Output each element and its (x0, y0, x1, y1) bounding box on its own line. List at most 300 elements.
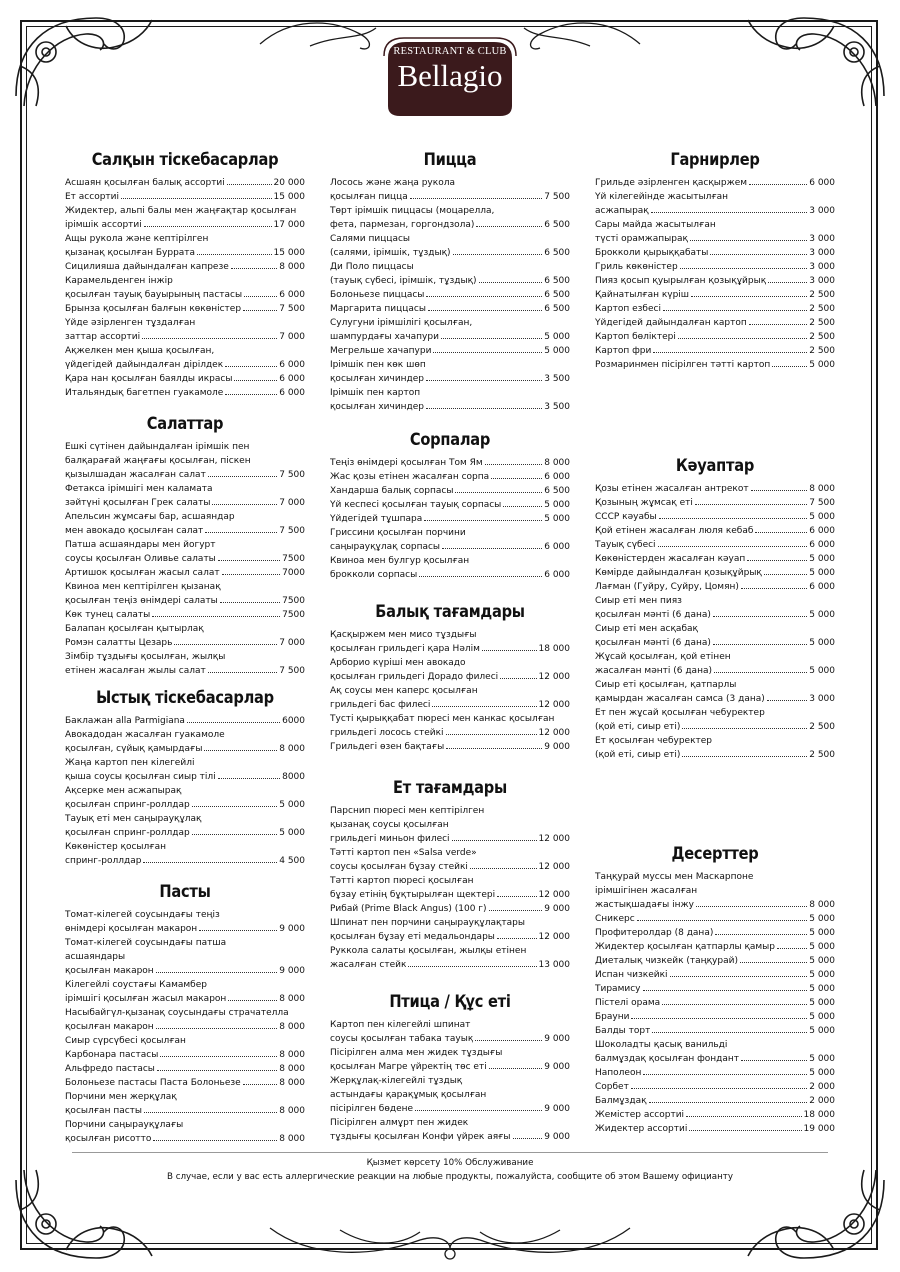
section-title: Салқын тіскебасарлар (91, 150, 279, 170)
menu-item-price: 3 500 (544, 402, 570, 412)
menu-item (330, 944, 570, 972)
dot-leader (174, 644, 277, 645)
dot-leader (446, 734, 537, 735)
menu-item-name-line: Хандарша балық сорпасы (330, 486, 454, 496)
menu-item-name-line: Тауық сүбесі (595, 540, 656, 550)
dot-leader (419, 576, 542, 577)
menu-item-price: 7 500 (809, 498, 835, 508)
menu-item (330, 470, 570, 484)
menu-item-price: 7 500 (279, 304, 305, 314)
menu-item-price: 6 000 (809, 178, 835, 188)
menu-item-price: 2 500 (809, 318, 835, 328)
section-fish (330, 602, 570, 754)
menu-item (330, 498, 570, 512)
menu-item-price: 6000 (282, 716, 305, 726)
menu-item-name-line: Тусті қырыққабат пюресі мен канкас қосылған (330, 714, 555, 724)
dot-leader (740, 962, 807, 963)
menu-item (595, 538, 835, 552)
menu-item-name-line: Көкөністер қосылған (65, 842, 166, 852)
dot-leader (143, 862, 277, 863)
menu-item (330, 232, 570, 260)
menu-item-price: 5 000 (809, 610, 835, 620)
menu-item (330, 344, 570, 358)
menu-item-price: 9 000 (544, 1062, 570, 1072)
menu-item-price: 7 500 (279, 526, 305, 536)
menu-item (65, 714, 305, 728)
bottom-swirl-ornament (250, 1218, 650, 1264)
menu-item-name-line: (қой еті, сиыр еті) (595, 722, 681, 732)
menu-item-name-line: Тирамису (595, 984, 641, 994)
menu-item-name-line: соусы қосылған бұзау стейкі (330, 862, 468, 872)
menu-item (65, 344, 305, 372)
menu-item-name-line: Пісірілген алмұрт пен жидек (330, 1118, 469, 1128)
menu-item-name-line: Үй кілегейінде жасытылған (595, 192, 729, 202)
dot-leader (513, 1138, 543, 1139)
menu-item (65, 302, 305, 316)
menu-item-price: 6 000 (544, 542, 570, 552)
menu-item (595, 1066, 835, 1080)
menu-item-name-line: Брокколи қырыққабаты (595, 248, 709, 258)
menu-item-name-line: фета, пармезан, горгондзола) (330, 220, 475, 230)
dot-leader (682, 728, 807, 729)
menu-item-name-line: Кілегейлі соустағы Камамбер (65, 980, 207, 990)
menu-item-price: 2 000 (809, 1096, 835, 1106)
menu-item (595, 954, 835, 968)
menu-item-price: 6 500 (544, 290, 570, 300)
dot-leader (433, 352, 542, 353)
menu-item-price: 20 000 (273, 178, 305, 188)
section-title: Кәуаптар (675, 456, 755, 476)
menu-item-name-line: Маргарита пиццасы (330, 304, 426, 314)
menu-item-price: 7500 (282, 596, 305, 606)
menu-item (65, 440, 305, 482)
menu-item-name-line: Ірімшік пен картоп (330, 388, 421, 398)
dot-leader (691, 296, 807, 297)
dot-leader (662, 1004, 807, 1005)
menu-item (595, 316, 835, 330)
menu-item-name-line: етінен жасалған жылы салат (65, 666, 206, 676)
menu-item-name-line: қосылған хичиндер (330, 402, 425, 412)
section-pizza (330, 150, 570, 414)
dot-leader (475, 1040, 542, 1041)
menu-item-name-line: қосылған макарон (65, 966, 154, 976)
dot-leader (415, 1110, 542, 1111)
menu-item-price: 8 000 (544, 458, 570, 468)
menu-item-name-line: Квиноа мен кептірілген қызанақ (65, 582, 221, 592)
menu-item-price: 2 500 (809, 304, 835, 314)
dot-leader (142, 338, 277, 339)
dot-leader (695, 504, 807, 505)
menu-item-name-line: Үй кеспесі қосылған тауық сорпасы (330, 500, 502, 510)
menu-item-price: 5 000 (809, 998, 835, 1008)
menu-item-name-line: Сорбет (595, 1082, 629, 1092)
menu-item-price: 6 000 (279, 360, 305, 370)
menu-item-name-line: Қой етінен жасалған люля кебаб (595, 526, 754, 536)
menu-item-price: 8 000 (279, 1134, 305, 1144)
menu-item-name-line: Лосось және жаңа рукола (330, 178, 455, 188)
menu-item-name-line: Томат-кілегей соусындағы теңіз (65, 910, 220, 920)
menu-item-name-line: пісірілген бөдене (330, 1104, 414, 1114)
menu-item (330, 288, 570, 302)
menu-item-name-line: Альфредо пастасы (65, 1064, 155, 1074)
menu-item (330, 846, 570, 874)
menu-item (330, 526, 570, 554)
menu-item-price: 5 000 (809, 666, 835, 676)
menu-item-name-line: қосылған макарон (65, 1022, 154, 1032)
menu-item-name-line: (салями, ірімшік, тұздық) (330, 248, 451, 258)
menu-item (595, 1010, 835, 1024)
menu-item-name-line: Жидектер ассортиі (595, 1124, 688, 1134)
menu-item-name-line: Қайнатылған күріш (595, 290, 690, 300)
menu-item-name-line: мен авокадо қосылған салат (65, 526, 204, 536)
dot-leader (152, 616, 280, 617)
dot-leader (686, 1116, 801, 1117)
menu-item (595, 706, 835, 734)
menu-item-price: 2 500 (809, 346, 835, 356)
menu-item-name-line: Порчини мен жерқұлақ (65, 1092, 177, 1102)
menu-item-name-line: Мегрельше хачапури (330, 346, 432, 356)
menu-item-name-line: Томат-кілегей соусындағы патша (65, 938, 227, 948)
menu-item-price: 8000 (282, 772, 305, 782)
section-kebabs (595, 456, 835, 762)
menu-item-name-line: Асшаян қосылған балық ассортиі (65, 178, 225, 188)
menu-item-price: 3 000 (809, 276, 835, 286)
menu-item (595, 678, 835, 706)
menu-item-price: 5 000 (809, 1054, 835, 1064)
dot-leader (231, 268, 277, 269)
menu-item-name-line: Ромэн салатты Цезарь (65, 638, 173, 648)
menu-item-name-line: асжапырақ (595, 206, 649, 216)
menu-item (65, 978, 305, 1006)
dot-leader (212, 504, 277, 505)
section-salads (65, 414, 305, 678)
dot-leader (479, 282, 543, 283)
menu-item (595, 218, 835, 246)
menu-item-name-line: Испан чизкейкі (595, 970, 668, 980)
menu-item-name-line: Қозының жұмсақ еті (595, 498, 693, 508)
menu-item-name-line: Тауық еті мен саңырауқұлақ (65, 814, 202, 824)
dot-leader (220, 602, 280, 603)
dot-leader (144, 1112, 277, 1113)
menu-item-price: 7 500 (544, 192, 570, 202)
menu-item (595, 344, 835, 358)
dot-leader (741, 588, 807, 589)
dot-leader (643, 990, 808, 991)
menu-item-price: 3 500 (544, 374, 570, 384)
menu-item-price: 8 000 (279, 1022, 305, 1032)
menu-item-price: 15 000 (273, 192, 305, 202)
menu-item-price: 5 000 (809, 554, 835, 564)
dot-leader (715, 934, 807, 935)
dot-leader (452, 840, 537, 841)
menu-item-name-line: Қасқыржем мен мисо тұздығы (330, 630, 477, 640)
dot-leader (234, 380, 277, 381)
section-title: Балық тағамдары (375, 602, 525, 622)
menu-item (330, 1074, 570, 1116)
menu-item (65, 566, 305, 580)
dot-leader (476, 226, 542, 227)
menu-item-name-line: Гриссини қосылған порчини (330, 528, 466, 538)
menu-item-price: 5 000 (544, 332, 570, 342)
menu-item-name-line: Зімбір тұздығы қосылған, жылқы (65, 652, 226, 662)
menu-item (595, 330, 835, 344)
menu-item-price: 12 000 (538, 672, 570, 682)
menu-item-name-line: Ащы рукола және кептірілген (65, 234, 209, 244)
dot-leader (408, 966, 536, 967)
menu-item-name-line: қосылған мәнті (6 дана) (595, 610, 711, 620)
dot-leader (649, 1102, 808, 1103)
menu-item-name-line: Шпинат пен порчини саңырауқұлақтары (330, 918, 526, 928)
menu-item (595, 302, 835, 316)
menu-item (65, 1034, 305, 1062)
menu-item (65, 260, 305, 274)
menu-item-name-line: Картоп фри (595, 346, 652, 356)
menu-item-name-line: Квиноа мен булгур қосылған (330, 556, 470, 566)
section-sides (595, 150, 835, 372)
dot-leader (244, 296, 277, 297)
menu-item-name-line: спринг-роллдар (65, 856, 142, 866)
menu-item (65, 1090, 305, 1118)
menu-item-name-line: Балды торт (595, 1026, 651, 1036)
menu-item (330, 512, 570, 526)
menu-item (595, 176, 835, 190)
menu-item-price: 2 500 (809, 332, 835, 342)
menu-item (65, 204, 305, 232)
menu-item-price: 8 000 (279, 744, 305, 754)
section-title: Салаттар (146, 414, 224, 434)
menu-item-price: 2 500 (809, 722, 835, 732)
menu-item (330, 1018, 570, 1046)
dot-leader (631, 1088, 807, 1089)
menu-item-price: 8 000 (279, 1050, 305, 1060)
menu-item-price: 2 000 (809, 1082, 835, 1092)
menu-item (330, 712, 570, 740)
menu-item-price: 3 000 (809, 234, 835, 244)
menu-item-price: 7500 (282, 554, 305, 564)
footer-service-note: Қызмет көрсету 10% Обслуживание (366, 1158, 534, 1168)
menu-item-price: 6 000 (809, 540, 835, 550)
menu-item-price: 3 000 (809, 694, 835, 704)
menu-item-price: 6 000 (279, 388, 305, 398)
dot-leader (446, 748, 542, 749)
menu-item (65, 1006, 305, 1034)
menu-item-name-line: Пісірілген алма мен жидек тұздығы (330, 1048, 503, 1058)
menu-item (595, 358, 835, 372)
menu-item-price: 12 000 (538, 862, 570, 872)
menu-item-price: 12 000 (538, 834, 570, 844)
menu-item-name-line: балмұздақ қосылған фондант (595, 1054, 740, 1064)
menu-item (65, 482, 305, 510)
menu-item-name-line: Руккола салаты қосылған, жылқы етінен (330, 946, 527, 956)
dot-leader (441, 338, 542, 339)
menu-item-name-line: Сицилияша дайындалған капрезе (65, 262, 229, 272)
menu-item-name-line: Жемістер ассортиі (595, 1110, 685, 1120)
menu-item-name-line: ірімшік ассортиі (65, 220, 142, 230)
menu-item-price: 6 500 (544, 276, 570, 286)
menu-item-name-line: Жидектер, альпі балы мен жаңғақтар қосылған (65, 206, 297, 216)
menu-item-name-line: Жұсай қосылған, қой етінен (595, 652, 731, 662)
menu-item (330, 358, 570, 386)
menu-item-name-line: қамырдан жасалған самса (3 дана) (595, 694, 765, 704)
dot-leader (442, 548, 542, 549)
section-pasta (65, 882, 305, 1146)
menu-item-name-line: Ақсерке мен асжапырақ (65, 786, 182, 796)
footer-divider (72, 1152, 828, 1153)
menu-item-price: 9 000 (544, 742, 570, 752)
menu-item-name-line: Карамельденген інжір (65, 276, 173, 286)
dot-leader (218, 778, 280, 779)
menu-item-name-line: Үйде әзірленген тұздалған (65, 318, 196, 328)
menu-item-name-line: Картоп бөліктері (595, 332, 676, 342)
dot-leader (503, 506, 542, 507)
menu-item-name-line: қосылған рисотто (65, 1134, 152, 1144)
menu-item-name-line: қосылған спринг-роллдар (65, 828, 190, 838)
menu-item-name-line: Ақжелкен мен қыша қосылған, (65, 346, 215, 356)
dot-leader (243, 310, 277, 311)
dot-leader (751, 490, 808, 491)
menu-item (330, 684, 570, 712)
dot-leader (643, 1074, 807, 1075)
menu-item-name-line: Ет пен жұсай қосылған чебуректер (595, 708, 765, 718)
menu-item-name-line: Төрт ірімшік пиццасы (моцарелла, (330, 206, 495, 216)
menu-item-price: 18 000 (538, 644, 570, 654)
menu-item-name-line: Жидектер қосылған қатпарлы қамыр (595, 942, 775, 952)
menu-item-name-line: қосылған мәнті (6 дана) (595, 638, 711, 648)
menu-item (595, 246, 835, 260)
menu-item-name-line: қызанақ қосылған Буррата (65, 248, 196, 258)
menu-item (65, 274, 305, 302)
menu-item-name-line: (тауық сүбесі, ірімшік, тұздық) (330, 276, 477, 286)
section-soups (330, 430, 570, 582)
menu-item-price: 5 000 (544, 346, 570, 356)
section-meat (330, 778, 570, 972)
dot-leader (651, 212, 807, 213)
dot-leader (749, 324, 807, 325)
menu-item (595, 1080, 835, 1094)
menu-item-price: 8 000 (279, 994, 305, 1004)
dot-leader (192, 834, 277, 835)
menu-item (595, 650, 835, 678)
dot-leader (696, 906, 807, 907)
menu-item-name-line: Апельсин жұмсағы бар, асшаяндар (65, 512, 235, 522)
corner-ornament-top-right (744, 6, 894, 116)
dot-leader (199, 930, 277, 931)
menu-item-name-line: Розмаринмен пісірілген тәтті картоп (595, 360, 771, 370)
dot-leader (197, 254, 271, 255)
menu-item-name-line: Фетакса ірімшігі мен каламата (65, 484, 213, 494)
dot-leader (243, 1084, 278, 1085)
menu-item-price: 5 000 (544, 514, 570, 524)
menu-item-name-line: грильдегі лосось стейкі (330, 728, 444, 738)
dot-leader (680, 268, 808, 269)
menu-item-name-line: Парснип пюресі мен кептірілген (330, 806, 485, 816)
menu-item-price: 7 500 (279, 666, 305, 676)
menu-item-price: 5 000 (809, 1012, 835, 1022)
menu-item-name-line: Насыбайгүл-қызанақ соусындағы страчателла (65, 1008, 289, 1018)
menu-item-name-line: қосылған грильдегі Дорадо филесі (330, 672, 499, 682)
section-title: Пасты (159, 882, 211, 902)
menu-item-name-line: Сиыр сүрсүбесі қосылған (65, 1036, 186, 1046)
menu-item-name-line: Қара нан қосылған баялды икрасы (65, 374, 233, 384)
menu-item (595, 524, 835, 538)
menu-item-name-line: Патша асшаяндары мен йогурт (65, 540, 216, 550)
dot-leader (764, 574, 807, 575)
menu-item-price: 6 000 (809, 582, 835, 592)
menu-item-name-line: Көмірде дайындалған қозықұйрық (595, 568, 762, 578)
menu-item-price: 5 000 (279, 800, 305, 810)
menu-item (330, 302, 570, 316)
menu-item-price: 12 000 (538, 700, 570, 710)
dot-leader (659, 518, 808, 519)
menu-item-name-line: Балапан қосылған қытырлақ (65, 624, 204, 634)
dot-leader (160, 1056, 277, 1057)
menu-item-price: 9 000 (544, 1104, 570, 1114)
dot-leader (228, 1000, 277, 1001)
menu-item (595, 622, 835, 650)
menu-item-price: 8 000 (279, 262, 305, 272)
dot-leader (497, 938, 537, 939)
dot-leader (755, 532, 807, 533)
menu-item-name-line: соусы қосылған Оливье салаты (65, 554, 216, 564)
menu-item (330, 1116, 570, 1144)
dot-leader (428, 310, 542, 311)
menu-item (595, 482, 835, 496)
menu-item-price: 12 000 (538, 728, 570, 738)
menu-item-name-line: Карбонара пастасы (65, 1050, 159, 1060)
menu-item (330, 628, 570, 656)
menu-item-name-line: Ақ соусы мен каперс қосылған (330, 686, 478, 696)
menu-item-name-line: Сары майда жасытылған (595, 220, 716, 230)
dot-leader (225, 366, 277, 367)
dot-leader (489, 910, 543, 911)
menu-item-price: 19 000 (803, 1124, 835, 1134)
menu-item-name-line: Болоньезе пастасы Паста Болоньезе (65, 1078, 241, 1088)
menu-item (595, 982, 835, 996)
dot-leader (631, 1018, 807, 1019)
menu-item-name-line: Ди Поло пиццасы (330, 262, 414, 272)
menu-item-name-line: қосылған грильдегі қара Нәлім (330, 644, 480, 654)
menu-item-name-line: бұзау етінің бұқтырылған щектері (330, 890, 496, 900)
dot-leader (410, 198, 542, 199)
menu-item-name-line: заттар ассортиі (65, 332, 141, 342)
dot-leader (227, 184, 272, 185)
dot-leader (658, 546, 808, 547)
menu-item-name-line: Ет қосылған чебуректер (595, 736, 713, 746)
menu-item (595, 566, 835, 580)
menu-item (595, 580, 835, 594)
menu-item (595, 996, 835, 1010)
dot-leader (225, 394, 277, 395)
dot-leader (205, 532, 277, 533)
dot-leader (144, 226, 272, 227)
menu-item-name-line: Жас қозы етінен жасалған сорпа (330, 472, 490, 482)
menu-item-name-line: Брынза қосылған балғын көкөністер (65, 304, 242, 314)
menu-item-price: 2 500 (809, 750, 835, 760)
menu-item (330, 176, 570, 204)
menu-item-price: 8 000 (809, 900, 835, 910)
menu-item (65, 1062, 305, 1076)
dot-leader (690, 240, 807, 241)
menu-item-price: 5 000 (809, 568, 835, 578)
menu-item-name-line: Ешкі сүтінен дайындалған ірімшік пен (65, 442, 250, 452)
menu-item-name-line: Брауни (595, 1012, 630, 1022)
section-title: Пицца (423, 150, 477, 170)
dot-leader (482, 650, 537, 651)
menu-item (65, 190, 305, 204)
dot-leader (713, 616, 807, 617)
menu-item-name-line: СССР кәуабы (595, 512, 657, 522)
menu-item-name-line: қосылған, сүйық қамырдағы (65, 744, 203, 754)
